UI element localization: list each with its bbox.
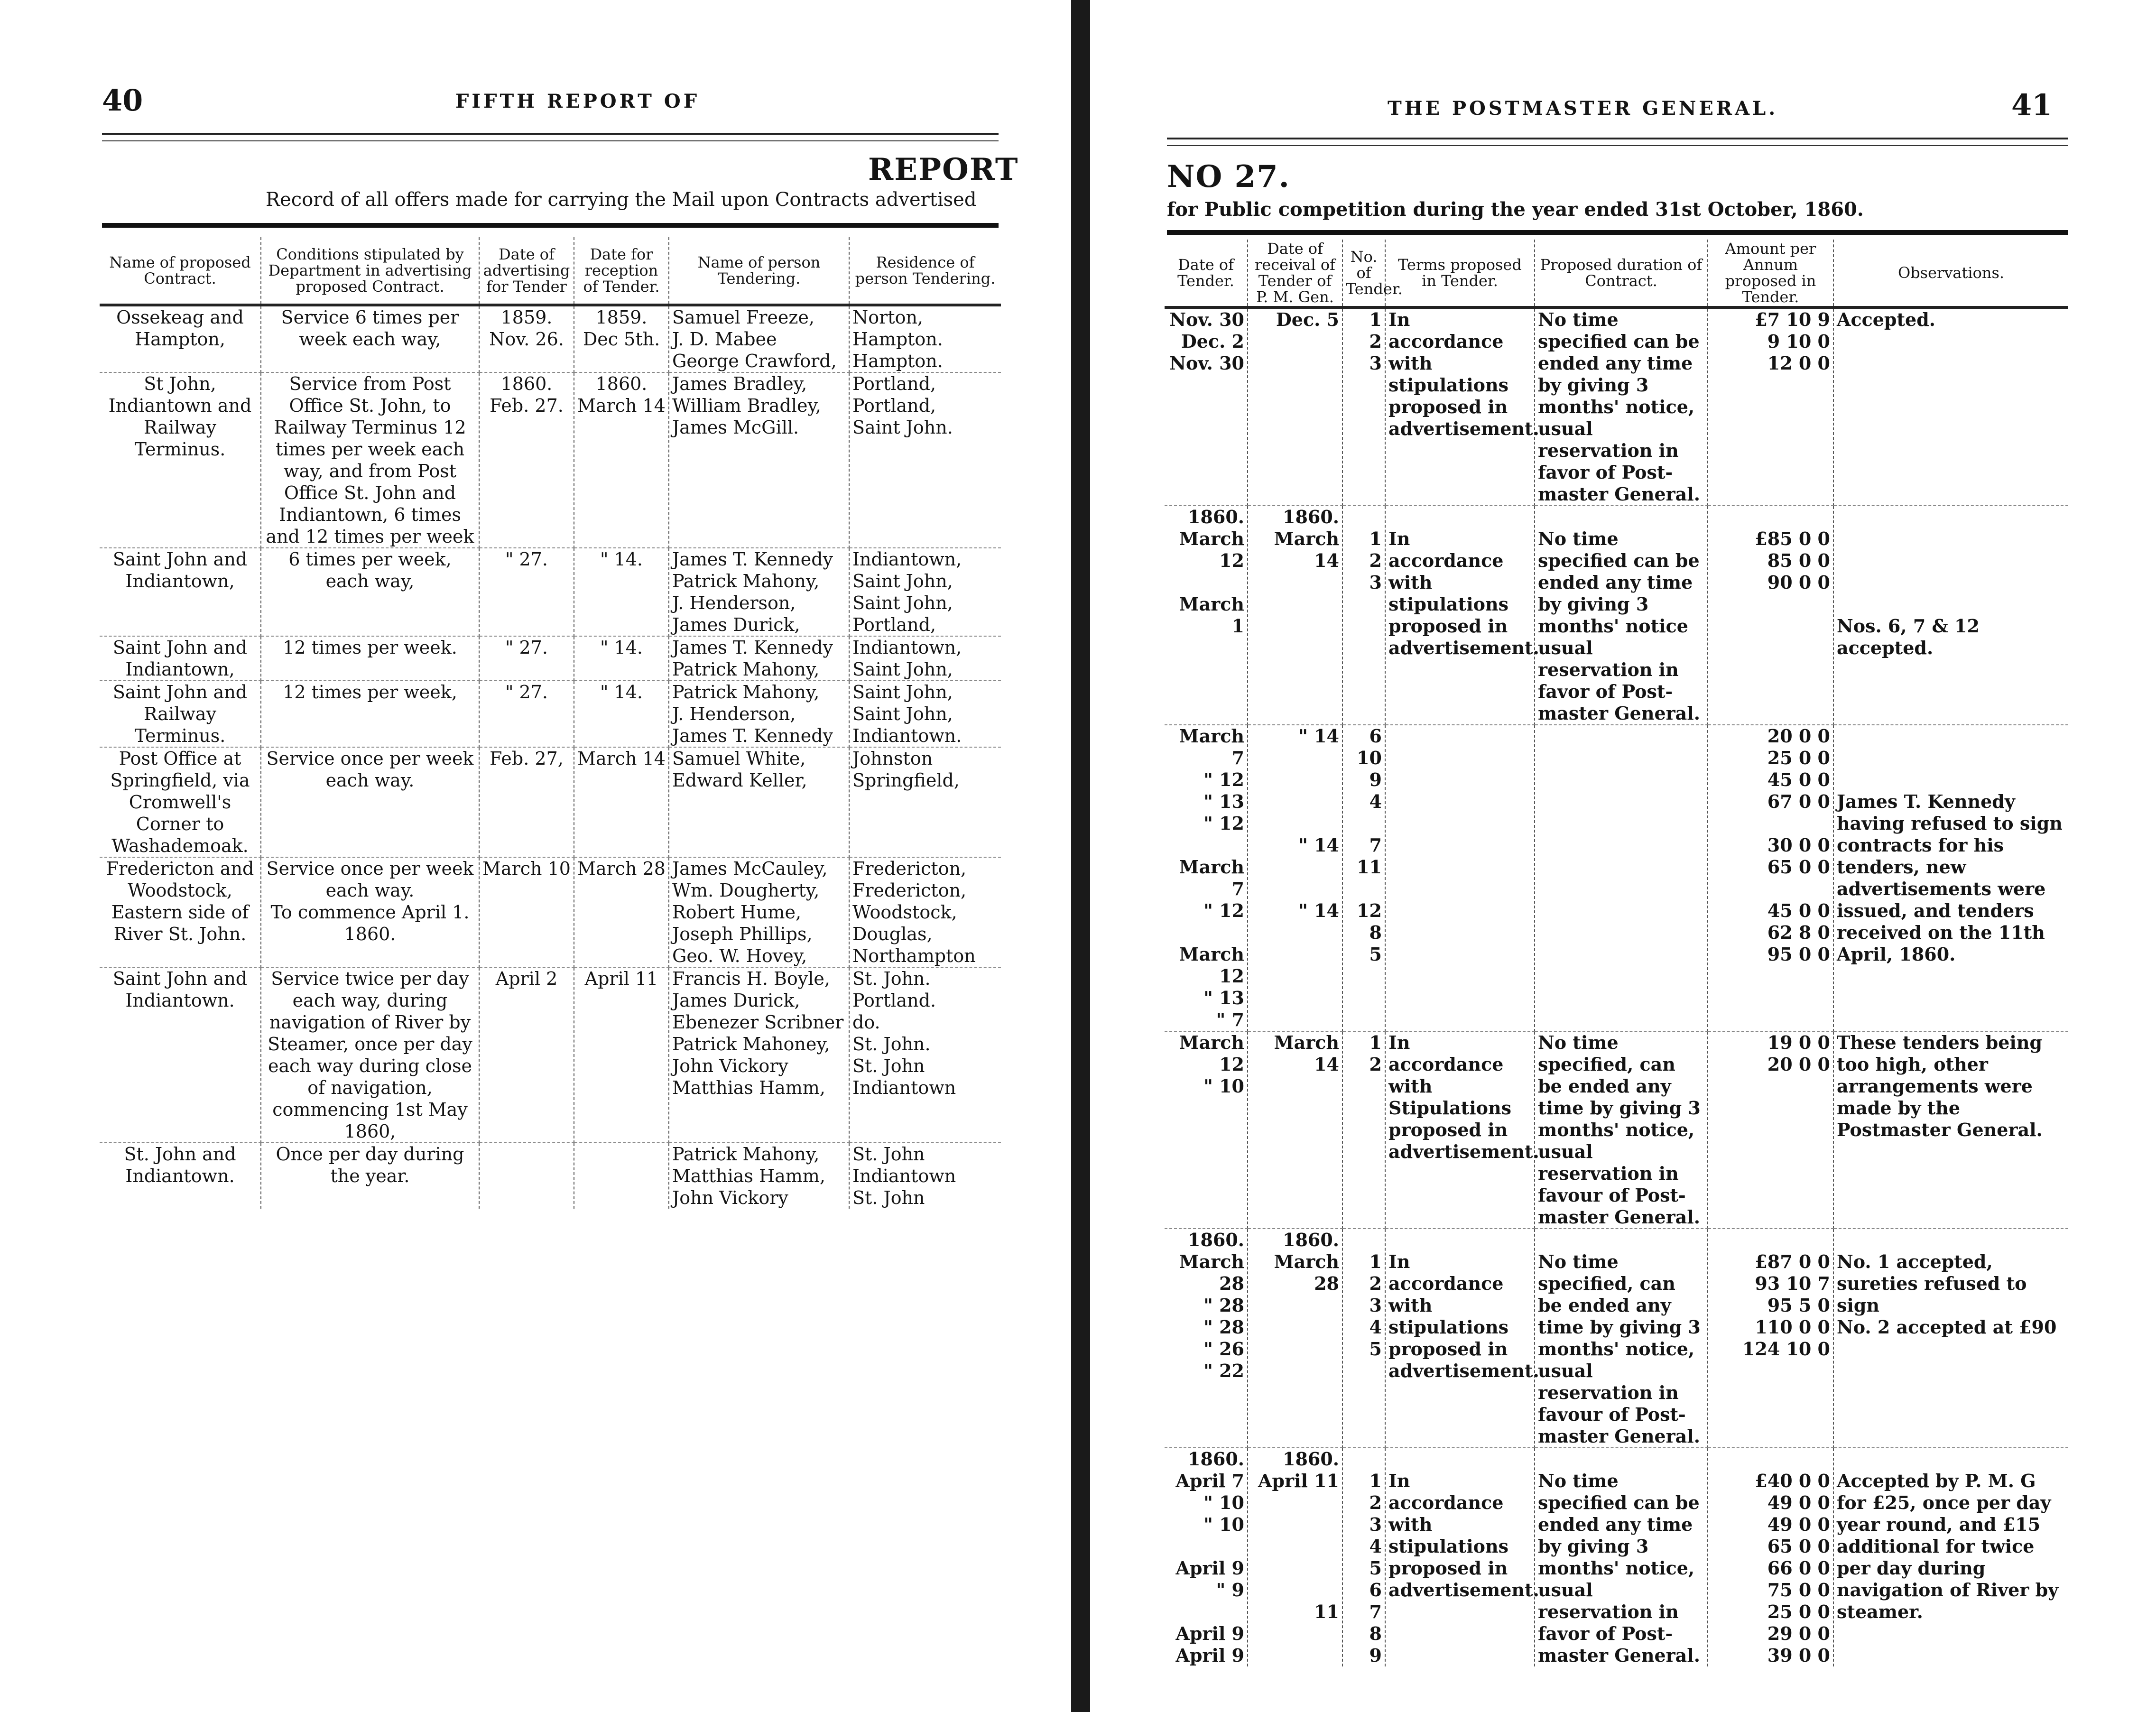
offer-advertised: " 27.: [479, 681, 574, 747]
col-conditions: Conditions stipulated by Department in advertising proposed Contract.: [261, 237, 479, 305]
offer-contract: Saint John and Railway Terminus.: [100, 681, 261, 747]
table-top-rule-right: [1167, 230, 2068, 235]
tender-date: March 12 " 10: [1165, 1031, 1248, 1229]
table-top-rule-left: [102, 223, 999, 228]
tender-duration: No time specified can be ended any time by giving 3 months' notice, usual reservation in favor of Post-master General.: [1535, 307, 1708, 506]
offer-advertised: March 10: [479, 857, 574, 967]
table-row: [1165, 725, 2068, 1031]
offer-conditions: Service once per week each way.: [261, 747, 479, 857]
offer-residence: Portland, Portland, Saint John.: [849, 372, 1001, 548]
tender-date: 1860. March 12 March 1: [1165, 506, 1248, 725]
tender-amount: £87 0 0 93 10 7 95 5 0 110 0 0 124 10 0: [1708, 1229, 1833, 1448]
offer-persons: James T. Kennedy Patrick Mahony,: [669, 636, 849, 681]
tender-duration: No time specified can be ended any time by giving 3 months' notice, usual reservation in favor of Post-master General.: [1535, 1448, 1708, 1666]
tender-amount: £85 0 0 85 0 0 90 0 0: [1708, 506, 1833, 725]
offer-advertised: 1860. Feb. 27.: [479, 372, 574, 548]
tender-date: March 7 " 12 " 13 " 12 March 7 " 12 March 12 " 13 " 7: [1165, 725, 1248, 1031]
offer-reception: 1860. March 14: [574, 372, 669, 548]
offer-residence: St. John. Portland. do. St. John. St. John Indiantown: [849, 967, 1001, 1143]
offer-contract: Saint John and Indiantown,: [100, 548, 261, 636]
tender-date: 1860. March 28 " 28 " 28 " 26 " 22: [1165, 1229, 1248, 1448]
tender-observations: Accepted.: [1833, 307, 2068, 506]
offer-reception: [574, 1143, 669, 1209]
header-rule-left: [102, 133, 999, 135]
col-no-of-tender: No. of Tender.: [1342, 240, 1385, 307]
col-residence: Residence of person Tendering.: [849, 237, 1001, 305]
offer-conditions: 6 times per week, each way,: [261, 548, 479, 636]
offer-contract: St John, Indiantown and Railway Terminus.: [100, 372, 261, 548]
tender-observations: These tenders being too high, other arrangements were made by the Postmaster General.: [1833, 1031, 2068, 1229]
offer-contract: Saint John and Indiantown,: [100, 636, 261, 681]
col-advertised: Date of advertising for Tender: [479, 237, 574, 305]
col-observations: Observations.: [1833, 240, 2068, 307]
tender-duration: No time specified, can be ended any time by giving 3 months' notice, usual reservation in favour of Post-master General.: [1535, 1229, 1708, 1448]
offer-advertised: April 2: [479, 967, 574, 1143]
offer-persons: James Bradley, William Bradley, James McGill.: [669, 372, 849, 548]
offer-conditions: Service twice per day each way, during navigation of River by Steamer, once per day each way during close of navigation, commencing 1st May 1860,: [261, 967, 479, 1143]
record-subheading: Record of all offers made for carrying the Mail upon Contracts advertised: [266, 189, 977, 211]
table-row: [100, 747, 1001, 857]
tender-number: 1 2 3: [1342, 307, 1385, 506]
offer-conditions: 12 times per week,: [261, 681, 479, 747]
tender-amount: 19 0 0 20 0 0: [1708, 1031, 1833, 1229]
offer-conditions: 12 times per week.: [261, 636, 479, 681]
table-row: [100, 372, 1001, 548]
tender-observations: No. 1 accepted, sureties refused to sign No. 2 accepted at £90: [1833, 1229, 2068, 1448]
competition-subheading: for Public competition during the year ended 31st October, 1860.: [1167, 198, 1864, 221]
col-terms: Terms proposed in Tender.: [1385, 240, 1535, 307]
running-head-right: THE POSTMASTER GENERAL.: [1388, 97, 1778, 120]
running-head-left: FIFTH REPORT OF: [455, 90, 700, 112]
col-duration: Proposed duration of Contract.: [1535, 240, 1708, 307]
table-row: [100, 1143, 1001, 1209]
table-row: [1165, 1448, 2068, 1666]
tender-receival: March 14: [1248, 1031, 1342, 1229]
table-row: [100, 681, 1001, 747]
no-27-heading: NO 27.: [1167, 159, 1290, 194]
tenders-table-header: [1165, 240, 2068, 307]
offer-reception: March 28: [574, 857, 669, 967]
tender-observations: Nos. 6, 7 & 12 accepted.: [1833, 506, 2068, 725]
col-person: Name of person Tendering.: [669, 237, 849, 305]
col-contract: Name of proposed Contract.: [100, 237, 261, 305]
header-rule-right: [1167, 138, 2068, 139]
tender-number: 1 2: [1342, 1031, 1385, 1229]
tender-number: 6 10 9 4 7 11 12 8 5: [1342, 725, 1385, 1031]
tender-amount: 20 0 0 25 0 0 45 0 0 67 0 0 30 0 0 65 0 0 45 0 0 62 8 0 95 0 0: [1708, 725, 1833, 1031]
tenders-table: [1165, 240, 2068, 1666]
offer-conditions: Once per day during the year.: [261, 1143, 479, 1209]
offer-advertised: " 27.: [479, 548, 574, 636]
tender-date: 1860. April 7 " 10 " 10 April 9 " 9 April 9 April 9: [1165, 1448, 1248, 1666]
offer-residence: Johnston Springfield,: [849, 747, 1001, 857]
offer-reception: April 11: [574, 967, 669, 1143]
tender-duration: No time specified can be ended any time by giving 3 months' notice usual reservation in favor of Post-master General.: [1535, 506, 1708, 725]
table-row: [1165, 506, 2068, 725]
offer-residence: Saint John, Saint John, Indiantown.: [849, 681, 1001, 747]
offer-residence: Fredericton, Fredericton, Woodstock, Douglas, Northampton: [849, 857, 1001, 967]
offer-residence: Indiantown, Saint John,: [849, 636, 1001, 681]
offer-residence: Indiantown, Saint John, Saint John, Portland,: [849, 548, 1001, 636]
offer-contract: Post Office at Springfield, via Cromwell's Corner to Washademoak.: [100, 747, 261, 857]
offer-persons: Samuel Freeze, J. D. Mabee George Crawford,: [669, 305, 849, 372]
offer-residence: St. John Indiantown St. John: [852, 1144, 956, 1208]
offers-table: [100, 237, 1001, 1209]
header-rule-left-2: [102, 140, 999, 141]
left-page: [0, 0, 1060, 1712]
book-gutter: [1071, 0, 1090, 1712]
table-row: [100, 857, 1001, 967]
tender-receival: Dec. 5: [1248, 307, 1342, 506]
offer-reception: " 14.: [574, 681, 669, 747]
offer-contract: Ossekeag and Hampton,: [100, 305, 261, 372]
offer-contract: Saint John and Indiantown.: [100, 967, 261, 1143]
table-row: [100, 636, 1001, 681]
page-number-left: 40: [102, 83, 143, 118]
tender-observations: James T. Kennedy having refused to sign contracts for his tenders, new advertisements were issued, and tenders received on the 11th April, 1860.: [1833, 725, 2068, 1031]
tender-terms: In accordance with stipulations proposed in advertisement.: [1385, 1448, 1535, 1666]
page-number-right: 41: [2011, 88, 2053, 122]
col-date-of-tender: Date of Tender.: [1165, 240, 1248, 307]
offer-advertised: " 27.: [479, 636, 574, 681]
tender-receival: 1860. April 11 11: [1248, 1448, 1342, 1666]
col-reception: Date for reception of Tender.: [574, 237, 669, 305]
offer-conditions: Service from Post Office St. John, to Railway Terminus 12 times per week each way, and from Post Office St. John and Indiantown, 6 times and 12 times per week: [261, 372, 479, 548]
tender-number: 1 2 3 4 5: [1342, 1229, 1385, 1448]
offer-persons: Patrick Mahony, J. Henderson, James T. Kennedy: [669, 681, 849, 747]
tender-terms: In accordance with Stipulations proposed in advertisement.: [1385, 1031, 1535, 1229]
offer-persons: Samuel White, Edward Keller,: [669, 747, 849, 857]
offer-contract: St. John and Indiantown.: [100, 1143, 261, 1209]
table-row: [1165, 1229, 2068, 1448]
tender-duration: No time specified, can be ended any time by giving 3 months' notice, usual reservation in favour of Post-master General.: [1535, 1031, 1708, 1229]
offer-conditions: Service once per week each way. To commence April 1. 1860.: [261, 857, 479, 967]
tender-receival: 1860. March 28: [1248, 1229, 1342, 1448]
offer-persons: Francis H. Boyle, James Durick, Ebenezer Scribner Patrick Mahoney, John Vickory Matthias Hamm,: [669, 967, 849, 1143]
offer-persons: James T. Kennedy Patrick Mahony, J. Henderson, James Durick,: [669, 548, 849, 636]
tender-number: 1 2 3: [1342, 506, 1385, 725]
tender-receival: " 14 " 14 " 14: [1248, 725, 1342, 1031]
table-row: [100, 548, 1001, 636]
table-row: [100, 967, 1001, 1143]
offer-persons: Patrick Mahony, Matthias Hamm, John Vickory: [669, 1143, 849, 1209]
tender-duration: [1535, 725, 1708, 1031]
right-page: [1108, 0, 2156, 1712]
table-row: [1165, 1031, 2068, 1229]
tender-observations: Accepted by P. M. G for £25, once per day year round, and £15 additional for twice per day during navigation of River by steamer.: [1837, 1470, 2059, 1622]
offer-advertised: 1859. Nov. 26.: [479, 305, 574, 372]
tender-terms: In accordance with stipulations proposed in advertisement.: [1385, 506, 1535, 725]
report-heading: REPORT: [868, 152, 1019, 187]
offer-reception: " 14.: [574, 636, 669, 681]
offer-conditions: Service 6 times per week each way,: [261, 305, 479, 372]
header-rule-right-2: [1167, 145, 2068, 146]
offer-contract: Fredericton and Woodstock, Eastern side of River St. John.: [100, 857, 261, 967]
offer-reception: " 14.: [574, 548, 669, 636]
tender-terms: [1385, 725, 1535, 1031]
offer-advertised: [479, 1143, 574, 1209]
offers-table-header: [100, 237, 1001, 305]
tender-date: Nov. 30 Dec. 2 Nov. 30: [1165, 307, 1248, 506]
tender-number: 1 2 3 4 5 6 7 8 9: [1342, 1448, 1385, 1666]
tender-amount: £7 10 9 9 10 0 12 0 0: [1708, 307, 1833, 506]
tender-receival: 1860. March 14: [1248, 506, 1342, 725]
table-row: [100, 305, 1001, 372]
offer-advertised: Feb. 27,: [479, 747, 574, 857]
offer-reception: March 14: [574, 747, 669, 857]
offer-persons: James McCauley, Wm. Dougherty, Robert Hume, Joseph Phillips, Geo. W. Hovey,: [669, 857, 849, 967]
col-amount: Amount per Annum proposed in Tender.: [1708, 240, 1833, 307]
tender-terms: In accordance with stipulations proposed in advertisement.: [1385, 1229, 1535, 1448]
col-receival: Date of receival of Tender of P. M. Gen.: [1248, 240, 1342, 307]
offer-residence: Norton, Hampton. Hampton.: [849, 305, 1001, 372]
tender-terms: In accordance with stipulations proposed in advertisement.: [1385, 307, 1535, 506]
tender-amount: £40 0 0 49 0 0 49 0 0 65 0 0 66 0 0 75 0 0 25 0 0 29 0 0 39 0 0: [1708, 1448, 1833, 1666]
table-row: [1165, 307, 2068, 506]
offer-reception: 1859. Dec 5th.: [574, 305, 669, 372]
